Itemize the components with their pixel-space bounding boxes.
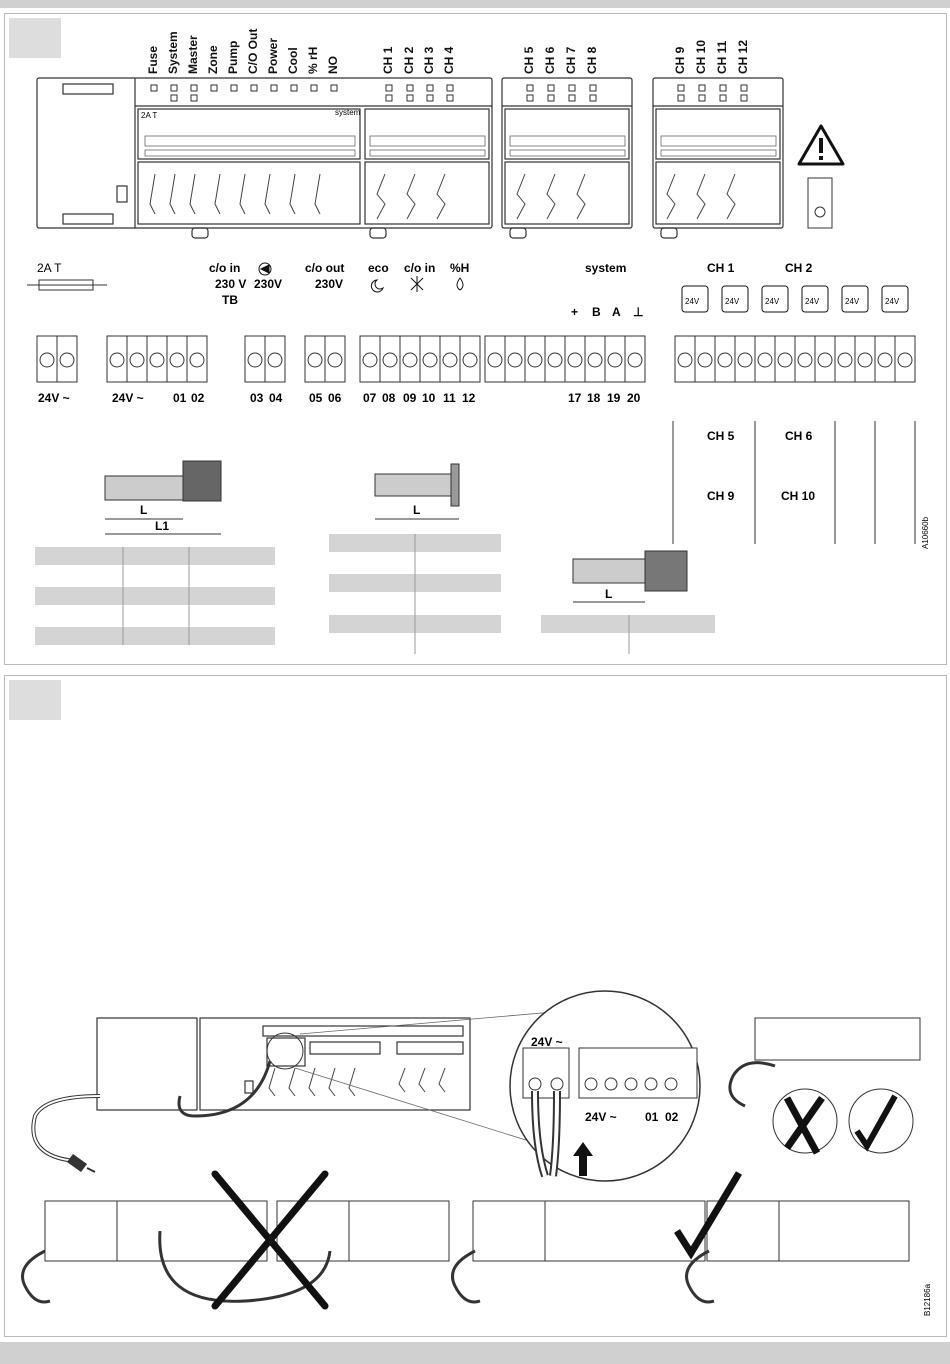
actuator-voltage-1: 24V [685, 297, 700, 306]
sys-a: A [612, 305, 621, 319]
terminal-screw [248, 353, 262, 367]
zoom-term-02: 02 [665, 1110, 679, 1124]
fuse-symbol [27, 280, 107, 290]
term-08: 08 [382, 391, 396, 405]
dimension-table-2 [329, 534, 501, 654]
installation-panel [4, 675, 947, 1337]
terminal-screw [878, 353, 892, 367]
device-cable-clamps [150, 174, 735, 219]
terminal-screw [150, 353, 164, 367]
terminal-screw [798, 353, 812, 367]
terminal-screw [818, 353, 832, 367]
term-12: 12 [462, 391, 476, 405]
figure-code-2: B12186a [923, 1283, 932, 1316]
sys-plus: + [571, 305, 579, 319]
step-marker [9, 18, 61, 58]
terminal-screw [403, 353, 417, 367]
led-label-no: NO [326, 56, 340, 74]
cable-grommet-detail [730, 1018, 920, 1153]
term-02: 02 [191, 391, 205, 405]
wrong-configuration [23, 1201, 450, 1302]
terminal-screw [528, 353, 542, 367]
ch-label-1: CH 1 [381, 46, 395, 74]
terminal-screw [423, 353, 437, 367]
fuse-rating-label: 2A T [37, 261, 62, 275]
terminal-screw [838, 353, 852, 367]
terminal-screw [463, 353, 477, 367]
co-in-230-label: c/o in [209, 261, 241, 275]
terminal-screw [40, 353, 54, 367]
terminal-screw [383, 353, 397, 367]
term-06: 06 [328, 391, 342, 405]
terminal-screw [190, 353, 204, 367]
terminal-numbers [173, 391, 641, 405]
terminal-screw [718, 353, 732, 367]
earth-terminal-icon [808, 178, 832, 228]
terminal-screw [698, 353, 712, 367]
actuator-voltage-4: 24V [805, 297, 820, 306]
term-18: 18 [587, 391, 601, 405]
actuator-voltage-2: 24V [725, 297, 740, 306]
term-11: 11 [443, 391, 456, 405]
terminal-screw [738, 353, 752, 367]
co-in-230v-label: 230 V [215, 277, 247, 291]
terminal-row [37, 336, 915, 382]
ch2-label: CH 2 [785, 261, 813, 275]
ch-label-12: CH 12 [736, 39, 750, 74]
term-03: 03 [250, 391, 264, 405]
installed-controller [97, 1018, 470, 1110]
terminal-screw [130, 353, 144, 367]
terminal-screw [508, 353, 522, 367]
power-label-1: 24V ~ [38, 391, 70, 405]
dimension-table-3 [541, 615, 715, 654]
term-20: 20 [627, 391, 641, 405]
humidity-label: %H [450, 261, 470, 275]
co-in-label: c/o in [404, 261, 436, 275]
term-09: 09 [403, 391, 417, 405]
moon-icon [371, 280, 383, 292]
co-out-230v-label: 230V [315, 277, 344, 291]
terminal-screw [488, 353, 502, 367]
zoom-term-01: 01 [645, 1110, 659, 1124]
plug-icon [67, 1154, 95, 1172]
wiring-panel [4, 13, 947, 665]
term-07: 07 [363, 391, 377, 405]
dim-l-2: L [413, 503, 421, 517]
actuator-icons [682, 286, 908, 312]
term-19: 19 [607, 391, 621, 405]
led-label-co-out: C/O Out [246, 28, 260, 74]
ch6-label: CH 6 [785, 429, 813, 443]
ch9-label: CH 9 [707, 489, 735, 503]
led-label-rh: % rH [306, 46, 320, 74]
sys-b: B [592, 305, 601, 319]
eco-label: eco [368, 261, 389, 275]
sys-ground: ⊥ [633, 305, 644, 319]
ch-label-3: CH 3 [422, 46, 436, 74]
terminal-screw [778, 353, 792, 367]
tb-label: TB [222, 293, 238, 307]
co-out-label: c/o out [305, 261, 345, 275]
ch-label-10: CH 10 [694, 39, 708, 74]
actuator-voltage-6: 24V [885, 297, 900, 306]
ch5-label: CH 5 [707, 429, 735, 443]
terminal-screw [568, 353, 582, 367]
ch-label-8: CH 8 [585, 46, 599, 74]
term-05: 05 [309, 391, 323, 405]
top-gray-bar [0, 0, 950, 8]
led-label-cool: Cool [286, 47, 300, 74]
ch-label-7: CH 7 [564, 46, 578, 74]
terminal-screw [363, 353, 377, 367]
pump-230v-label: 230V [254, 277, 283, 291]
ch10-label: CH 10 [781, 489, 816, 503]
ch-label-2: CH 2 [402, 46, 416, 74]
terminal-screw [858, 353, 872, 367]
actuator-voltage-3: 24V [765, 297, 780, 306]
zoom-voltage-label: 24V ~ [531, 1035, 563, 1049]
term-17: 17 [568, 391, 582, 405]
dim-l-3: L [605, 587, 613, 601]
device-system-label: system [335, 108, 361, 117]
term-01: 01 [173, 391, 187, 405]
pump-icon [259, 263, 271, 275]
led-label-master: Master [186, 35, 200, 74]
term-04: 04 [269, 391, 283, 405]
power-label-2: 24V ~ [112, 391, 144, 405]
device-terminal-blocks [145, 136, 776, 156]
humidity-icon [457, 278, 463, 290]
installation-diagram [5, 676, 946, 1336]
zoom-voltage-label-2: 24V ~ [585, 1110, 617, 1124]
dimension-table-1 [35, 547, 275, 645]
ch-label-11: CH 11 [715, 40, 729, 74]
terminal-screw [758, 353, 772, 367]
ch-label-5: CH 5 [522, 46, 536, 74]
ch-label-4: CH 4 [442, 46, 456, 74]
led-label-fuse: Fuse [146, 45, 160, 74]
terminal-screw [678, 353, 692, 367]
actuator-voltage-5: 24V [845, 297, 860, 306]
terminal-screw [328, 353, 342, 367]
led-label-power: Power [266, 37, 280, 74]
wiring-diagram [5, 14, 946, 664]
led-label-zone: Zone [206, 45, 220, 74]
dim-l-1: L [140, 503, 148, 517]
terminal-screw [268, 353, 282, 367]
terminal-screw [60, 353, 74, 367]
system-label: system [585, 261, 627, 275]
terminal-screw [443, 353, 457, 367]
terminal-screw [608, 353, 622, 367]
warning-icon [799, 126, 843, 164]
device-fuse-label: 2A T [141, 111, 158, 120]
ch-label-6: CH 6 [543, 46, 557, 74]
terminal-screw [110, 353, 124, 367]
ferrule-drawing-3 [573, 551, 687, 602]
terminal-screw [898, 353, 912, 367]
terminal-screw [548, 353, 562, 367]
step-marker-2 [9, 680, 61, 720]
led-label-pump: Pump [226, 40, 240, 74]
figure-code-1: A10660b [921, 516, 930, 549]
snowflake-icon [411, 276, 423, 292]
dim-l1: L1 [155, 519, 170, 533]
led-indicators [151, 85, 747, 101]
terminal-zoom-detail [510, 991, 700, 1181]
term-10: 10 [422, 391, 436, 405]
terminal-screw [308, 353, 322, 367]
ch-label-9: CH 9 [673, 46, 687, 74]
bottom-gray-bar [0, 1342, 950, 1364]
correct-configuration [453, 1201, 910, 1302]
ch1-label: CH 1 [707, 261, 735, 275]
terminal-screw [588, 353, 602, 367]
terminal-screw [170, 353, 184, 367]
terminal-screw [628, 353, 642, 367]
led-label-system: System [166, 31, 180, 74]
